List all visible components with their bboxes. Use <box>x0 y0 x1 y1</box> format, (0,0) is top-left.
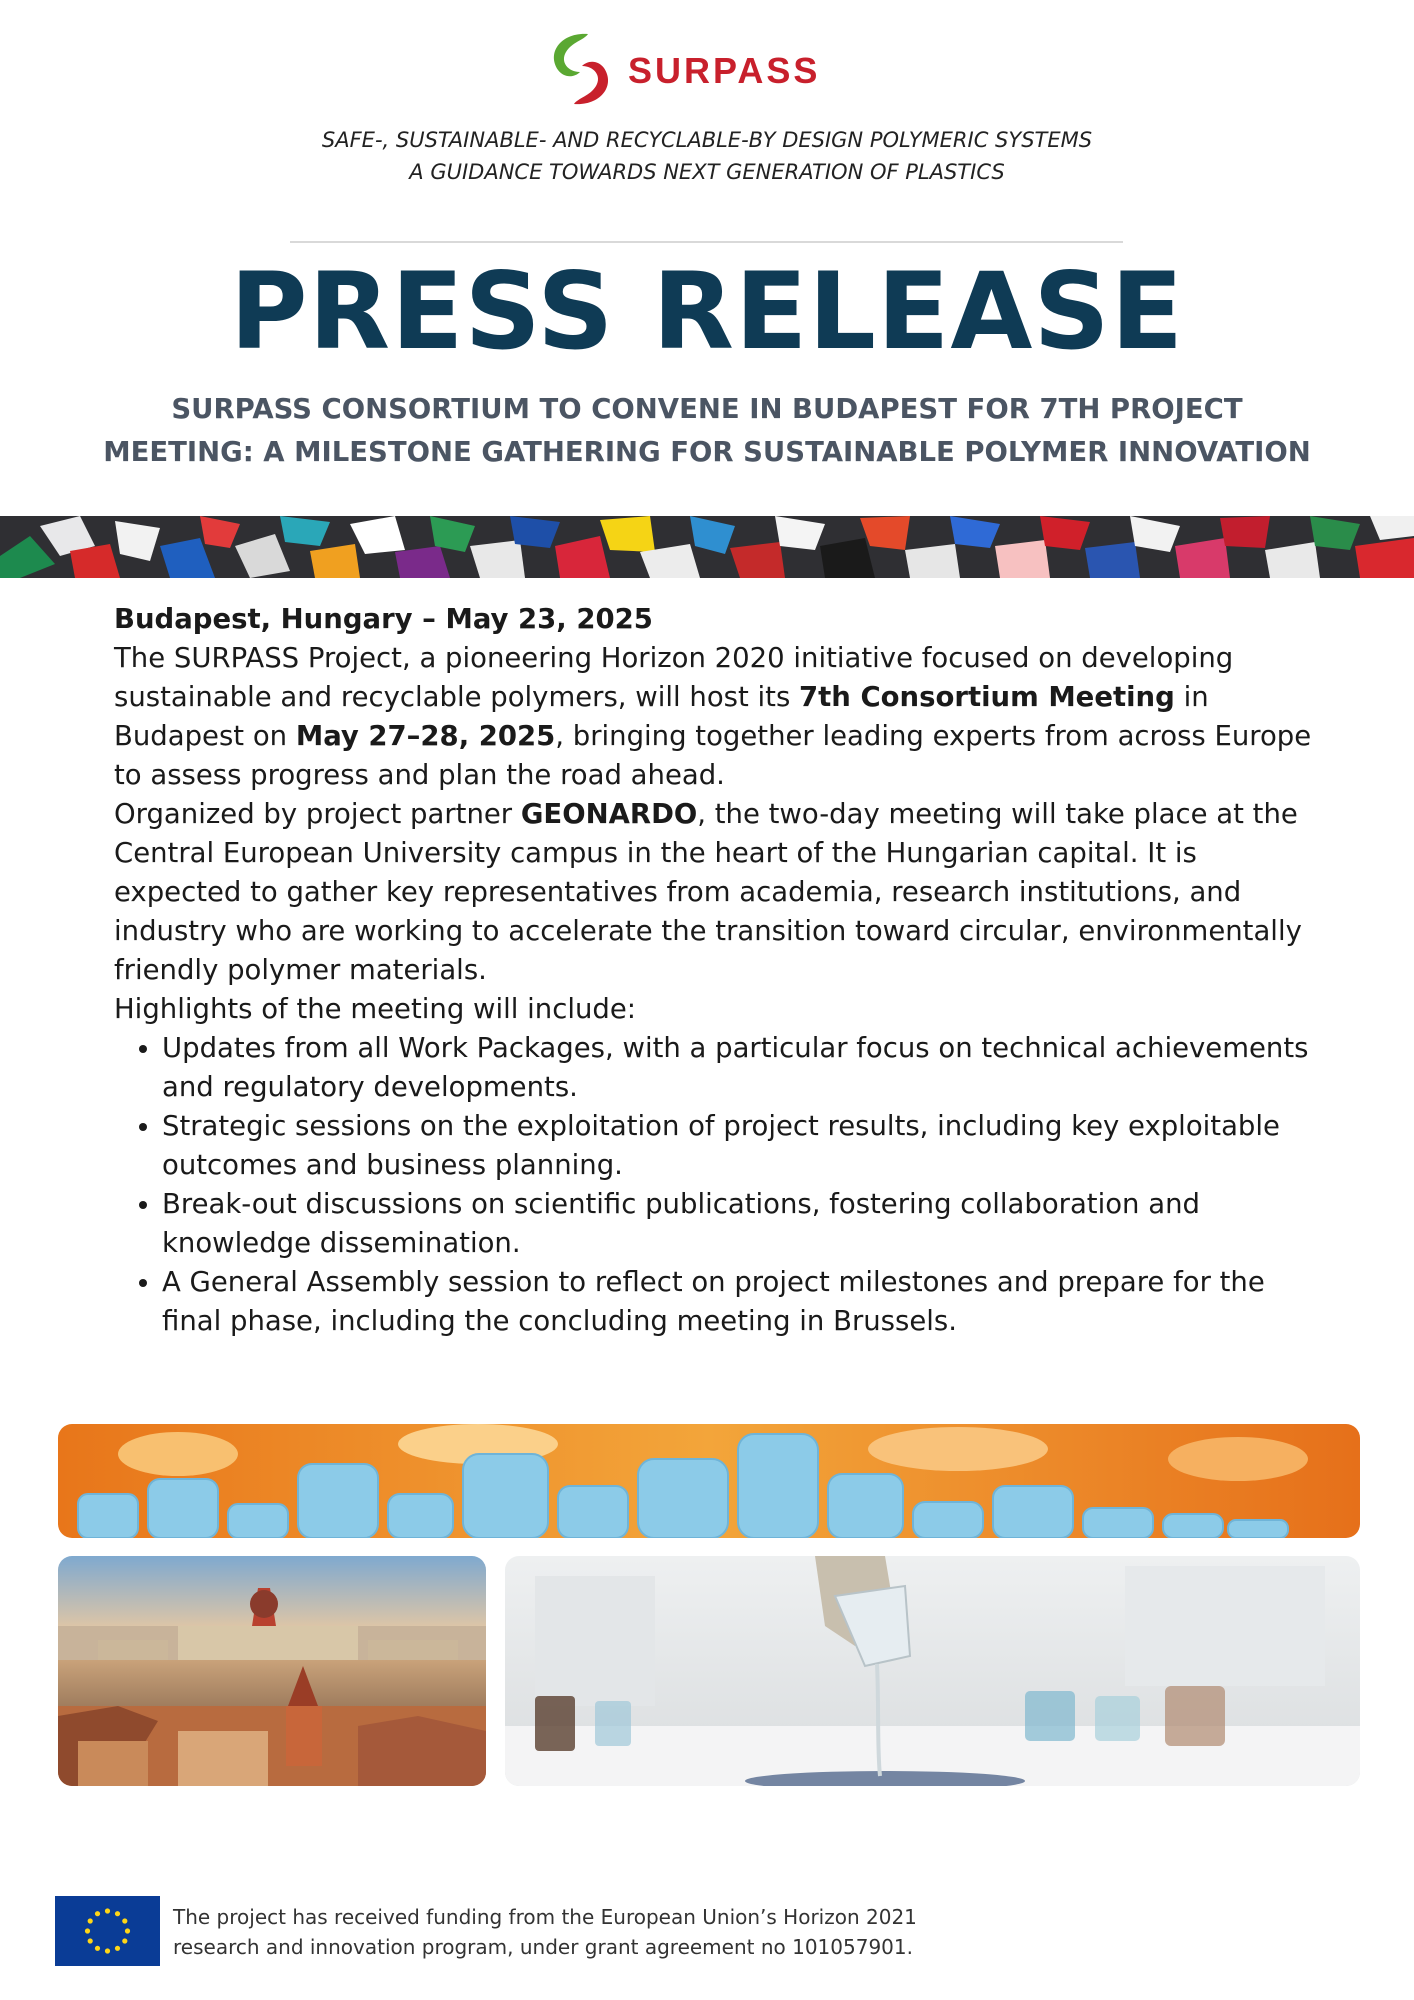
lab-pouring-photo <box>505 1556 1360 1786</box>
brand-name: SURPASS <box>628 50 821 91</box>
para1-bold-meeting: 7th Consortium Meeting <box>799 681 1175 713</box>
eu-flag-icon <box>55 1896 160 1966</box>
funding-footer <box>55 1896 1355 1968</box>
funding-statement <box>173 1902 917 1962</box>
para1-text-c: in Budapest on <box>114 681 1209 752</box>
para1-text-a: The SURPASS Project, a pioneering Horizon 2020 initiative focused on developing sustainable and recyclable polymers, will host its <box>114 642 1234 713</box>
paragraph-1 <box>114 639 1324 795</box>
subtitle-line-2: MEETING: A MILESTONE GATHERING FOR SUSTAINABLE POLYMER INNOVATION <box>103 436 1311 468</box>
surpass-logo <box>540 28 880 108</box>
list-item: • Break-out discussions on scientific publications, fostering collaboration and knowledge dissemination. <box>162 1185 1324 1263</box>
subtitle <box>0 388 1414 474</box>
para2-bold-partner: GEONARDO <box>520 798 698 830</box>
list-item: • A General Assembly session to reflect on project milestones and prepare for the final phase, including the concluding meeting in Brussels. <box>162 1263 1324 1341</box>
plastic-flakes-image <box>0 516 1414 578</box>
divider <box>290 241 1123 243</box>
highlights-intro: Highlights of the meeting will include: <box>114 993 637 1025</box>
para1-text-e: , bringing together leading experts from across Europe to assess progress and plan the road ahead. <box>114 720 1312 791</box>
para1-bold-dates: May 27–28, 2025 <box>295 720 556 752</box>
tagline-line-1: SAFE-, SUSTAINABLE- AND RECYCLABLE-BY DESIGN POLYMERIC SYSTEMS <box>321 128 1093 152</box>
article-body <box>114 600 1324 1341</box>
list-item: • Strategic sessions on the exploitation of project results, including key exploitable outcomes and business planning. <box>162 1107 1324 1185</box>
para2-text-c: , the two-day meeting will take place at the Central European University campus in the heart of the Hungarian capital. It is expected to gather key representatives from academia, research institutions, and industry who are working to accelerate the transition toward circular, environmentally friendly polymer materials. <box>114 798 1302 986</box>
page-title: PRESS RELEASE <box>229 250 1185 373</box>
list-item: • Updates from all Work Packages, with a particular focus on technical achievements and regulatory developments. <box>162 1029 1324 1107</box>
dateline: Budapest, Hungary – May 23, 2025 <box>114 603 653 635</box>
subtitle-line-1: SURPASS CONSORTIUM TO CONVENE IN BUDAPEST FOR 7TH PROJECT <box>171 393 1243 425</box>
para2-text-a: Organized by project partner <box>114 798 521 830</box>
funding-line-2: research and innovation program, under grant agreement no 101057901. <box>173 1935 913 1959</box>
plastic-flakes-banner <box>0 516 1414 578</box>
paragraph-2 <box>114 795 1324 990</box>
funding-line-1: The project has received funding from the European Union’s Horizon 2021 <box>173 1905 917 1929</box>
plastic-pellets-photo <box>58 1424 1360 1538</box>
highlights-list <box>114 1029 1324 1341</box>
tagline-line-2: A GUIDANCE TOWARDS NEXT GENERATION OF PLASTICS <box>409 160 1005 184</box>
budapest-parliament-photo <box>58 1556 486 1786</box>
surpass-swoosh-icon <box>540 28 620 108</box>
